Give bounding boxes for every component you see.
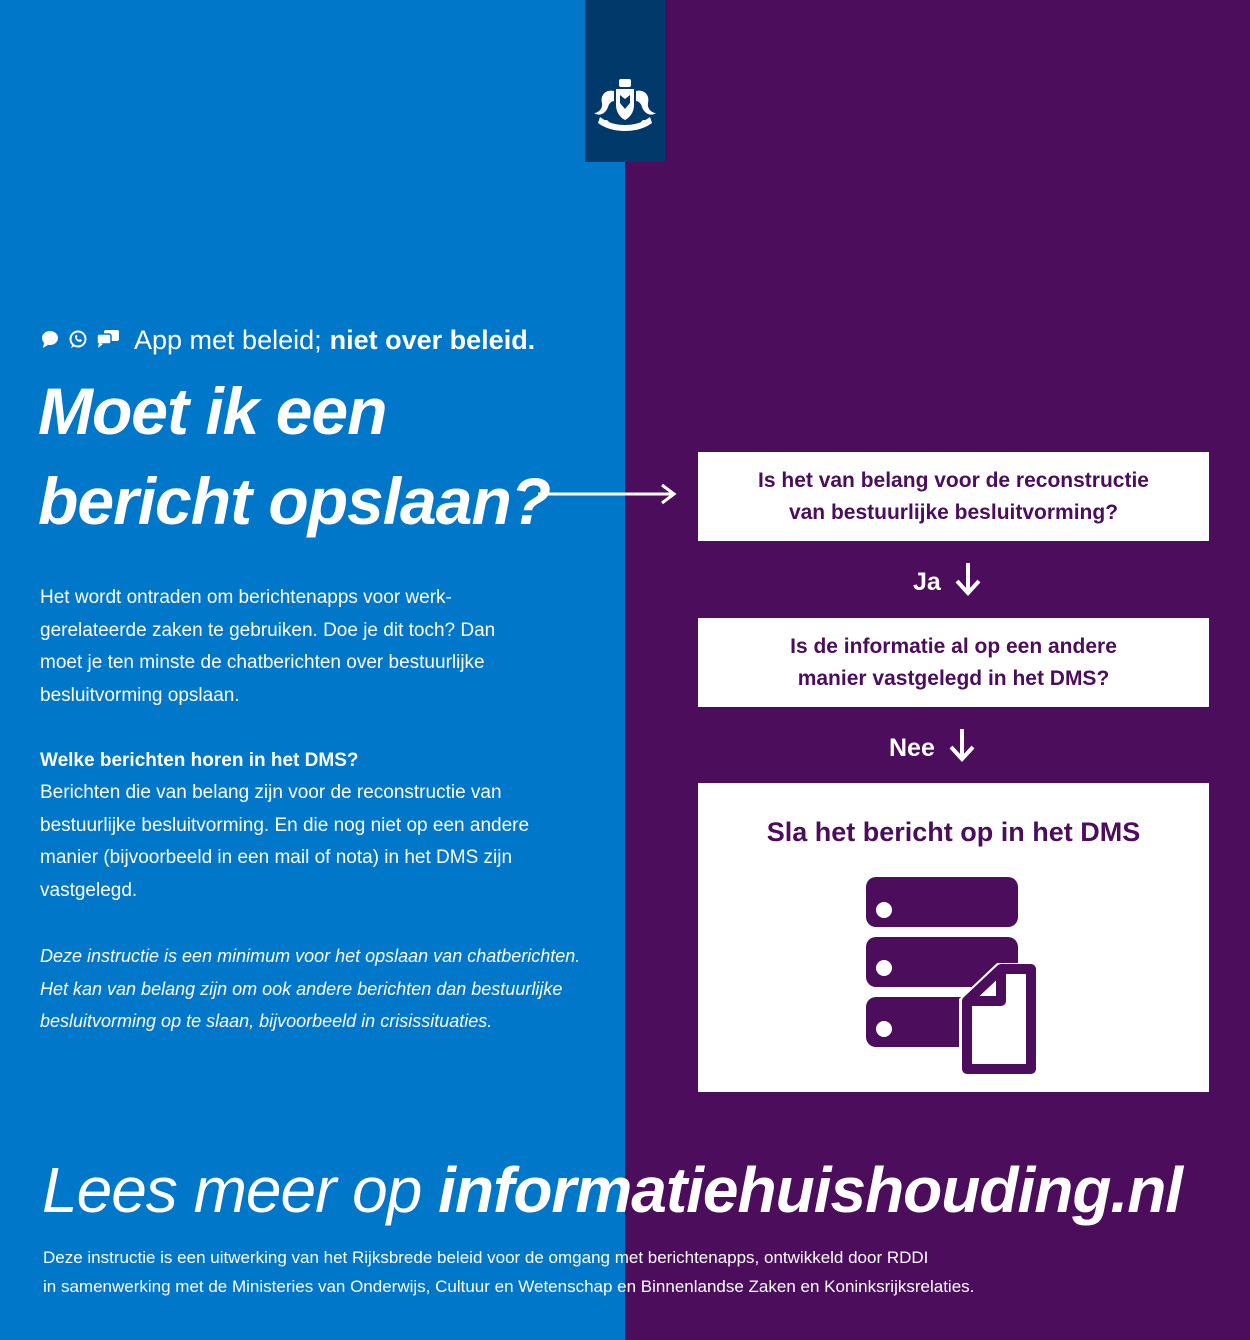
- cta-link[interactable]: informatiehuishouding.nl: [438, 1154, 1183, 1226]
- intro-text: [40, 582, 600, 712]
- footer-line1: Deze instructie is een uitwerking van het Rijksbrede beleid voor de omgang met berichtenapps, ontwikkeld door RDDI: [43, 1248, 929, 1267]
- footer-text: [43, 1243, 1223, 1301]
- arrow-down-icon: [935, 727, 977, 770]
- arrow-right-icon: [538, 482, 678, 511]
- faq-answer: [40, 777, 600, 907]
- intro-line1: Het wordt ontraden om berichtenapps voor werk-: [40, 587, 452, 608]
- server-document-icon: [866, 849, 1042, 1091]
- arrow-down-icon: [941, 561, 983, 604]
- question2-line2: manier vastgelegd in het DMS?: [797, 666, 1110, 690]
- note-line2: Het kan van belang zijn om ook andere berichten dan bestuurlijke: [40, 978, 563, 999]
- question2-line1: Is de informatie al op een andere: [790, 634, 1117, 658]
- logo-band: [585, 0, 665, 162]
- conversation-icon: [96, 325, 120, 356]
- cta-text: [42, 1148, 1182, 1232]
- answer-no-label: Nee: [889, 733, 935, 762]
- cta-regular: Lees meer op: [42, 1154, 422, 1226]
- faq-line2: bestuurlijke besluitvorming. En die nog niet op een andere: [40, 814, 530, 836]
- faq-line4: vastgelegd.: [40, 879, 138, 901]
- result-title: Sla het bericht op in het DMS: [766, 817, 1141, 847]
- result-box: [698, 783, 1209, 1092]
- note-line1: Deze instructie is een minimum voor het opslaan van chatberichten.: [40, 946, 581, 966]
- note-text: [40, 940, 620, 1038]
- tagline: [40, 322, 535, 358]
- tagline-icons: [40, 325, 120, 356]
- answer-no: [889, 729, 977, 767]
- faq-line1: Berichten die van belang zijn voor de reconstructie van: [40, 782, 502, 803]
- question-box-1: [698, 452, 1209, 541]
- intro-line3: moet je ten minste de chatberichten over bestuurlijke: [40, 652, 485, 673]
- question1-line1: Is het van belang voor de reconstructie: [758, 468, 1149, 492]
- tagline-bold: niet over beleid.: [329, 324, 536, 355]
- chat-bubble-icon: [40, 325, 60, 356]
- answer-yes: [913, 563, 983, 601]
- intro-line4: besluitvorming opslaan.: [40, 684, 240, 706]
- coat-of-arms-icon: [592, 77, 658, 162]
- footer-line2: in samenwerking met de Ministeries van Onderwijs, Cultuur en Wetenschap en Binnenlandse Zaken en Koninksrijksrelaties.: [43, 1277, 975, 1296]
- headline-line1: Moet ik een: [38, 374, 387, 448]
- faq-line3: manier (bijvoorbeeld in een mail of nota) in het DMS zijn: [40, 847, 513, 868]
- headline: [38, 366, 550, 546]
- answer-yes-label: Ja: [913, 567, 941, 596]
- question1-line2: van bestuurlijke besluitvorming?: [788, 500, 1119, 524]
- headline-line2: bericht opslaan?: [38, 464, 551, 538]
- whatsapp-icon: [68, 325, 88, 356]
- question-box-2: [698, 618, 1209, 707]
- tagline-regular: App met beleid;: [134, 324, 322, 355]
- faq-question: Welke berichten horen in het DMS?: [40, 750, 359, 771]
- intro-line2: gerelateerde zaken te gebruiken. Doe je dit toch? Dan: [40, 619, 496, 641]
- note-line3: besluitvorming op te slaan, bijvoorbeeld in crisissituaties.: [40, 1011, 493, 1031]
